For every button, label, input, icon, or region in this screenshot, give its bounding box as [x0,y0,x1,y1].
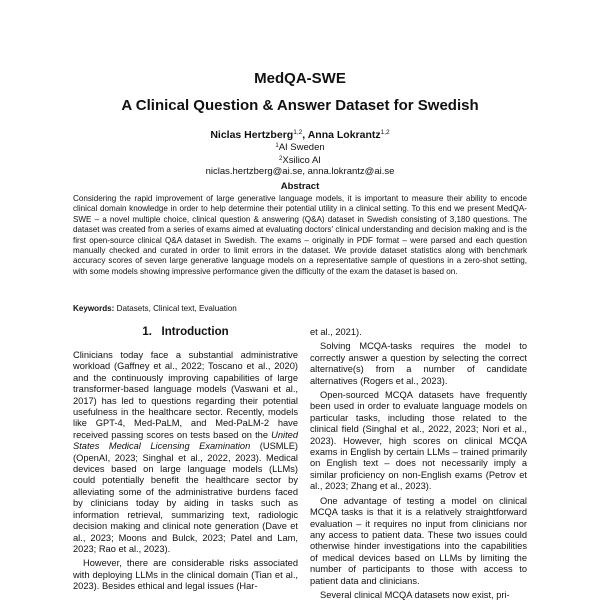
author-affiliation-mark: 1,2 [380,129,390,136]
keywords-label: Keywords: [73,304,115,313]
keywords-value: Datasets, Clinical text, Evaluation [116,304,237,313]
section-heading [73,325,298,340]
paragraph-italic-text: United States Medical Licensing Examination [73,429,298,452]
abstract-text: Considering the rapid improvement of large generative language models, it is important to measure their ability to encode clinical domain knowledge in order to help determine their potential utility in a clinical setting. To this end we present MedQA-SWE – a novel multiple choice, clinical question & answering (Q&A) dataset in Swedish consisting of 3,180 questions. The dataset was created from a series of exams aimed at evaluating doctors' clinical understanding and decision making and is the first open-source clinical Q&A dataset in Swedish. The exams – originally in PDF format – were parsed and each question manually checked and curated in order to limit errors in the dataset. We provide dataset statistics along with benchmark accuracy scores of seven large generative language models on a representative sample of questions in a zero-shot setting, with some models showing impressive performance given the difficulty of the exam the dataset is based on. [73,194,527,276]
abstract-heading: Abstract [280,181,320,192]
author-emails: niclas.hertzberg@ai.se, anna.lokrantz@ai.se [205,166,395,177]
left-column [73,350,298,600]
paragraph [73,350,298,555]
paragraph: Solving MCQA-tasks requires the model to correctly answer a question by selecting the correct alternative(s) from a number of candidate alternatives (Rogers et al., 2023). [310,341,527,386]
paragraph: Several clinical MCQA datasets now exist, pri- [320,589,510,600]
affiliation-name: Xsilico AI [282,155,321,166]
affiliation [0,153,600,167]
keywords-line [73,304,527,314]
affiliation-mark: 1 [275,143,279,149]
affiliation-name: AI Sweden [278,142,325,153]
author-name: Anna Lokrantz [307,129,381,141]
paragraph-text: Clinicians today face a substantial administrative workload (Gaffney et al., 2022; Toscano et al., 2020) and the continuously improving capabilities of large transformer-based language models (Vaswani et al., 2017) has led to questions regarding their potential usefulness in the healthcare sector. Recently, models like GPT-4, Med-PaLM, and Med-PaLM-2 have received passing scores on tests based on the [73,350,298,440]
paragraph-continuation: et al., 2021). [310,327,362,337]
paragraph: However, there are considerable risks associated with deploying LLMs in the clinical domain (Tian et al., 2023). Besides ethical and legal issues (Har- [73,558,298,592]
right-column [310,327,527,600]
affiliation-mark: 2 [279,156,283,162]
paper-title-line2: A Clinical Question & Answer Dataset for Swedish [121,97,479,114]
author-name: Niclas Hertzberg [210,129,294,141]
section-number: 1. [142,326,152,338]
author-separator: , [302,129,308,141]
section-title: Introduction [161,326,229,338]
affiliation [0,140,600,154]
paragraph: Open-sourced MCQA datasets have frequently been used in order to evaluate language models on particular tasks, including those related to the clinical field (Singhal et al., 2022, 2023; Nori et al., 2023). However, high scores on clinical MCQA exams in English by certain LLMs – trained primarily on English text – does not necessarily imply a similar proficiency on non-English exams (Petrov et al., 2023; Zhang et al., 2023). [310,390,527,492]
paragraph-text: (USMLE) (OpenAI, 2023; Singhal et al., 2022, 2023). Medical devices based on large language models (LLMs) could potentially benefit the healthcare sector by alleviating some of the administrative burdens faced by clinicians today by aiding in tasks such as information retrieval, summarizing text, radiologic decision making and clinical note generation (Dave et al., 2023; Moons and Bulck, 2023; Patel and Lam, 2023; Rao et al., 2023). [73,441,298,554]
author-affiliation-mark: 1,2 [293,129,303,136]
paper-title-line1: MedQA-SWE [254,70,346,87]
paragraph: One advantage of testing a model on clinical MCQA tasks is that it is a relatively straightforward evaluation – it requires no input from clinicians nor any access to patient data. These two issues could otherwise hinder investigations into the capabilities of medical devices based on LLMs by limiting the number of participants to those with access to patient data and clinicians. [310,495,527,586]
